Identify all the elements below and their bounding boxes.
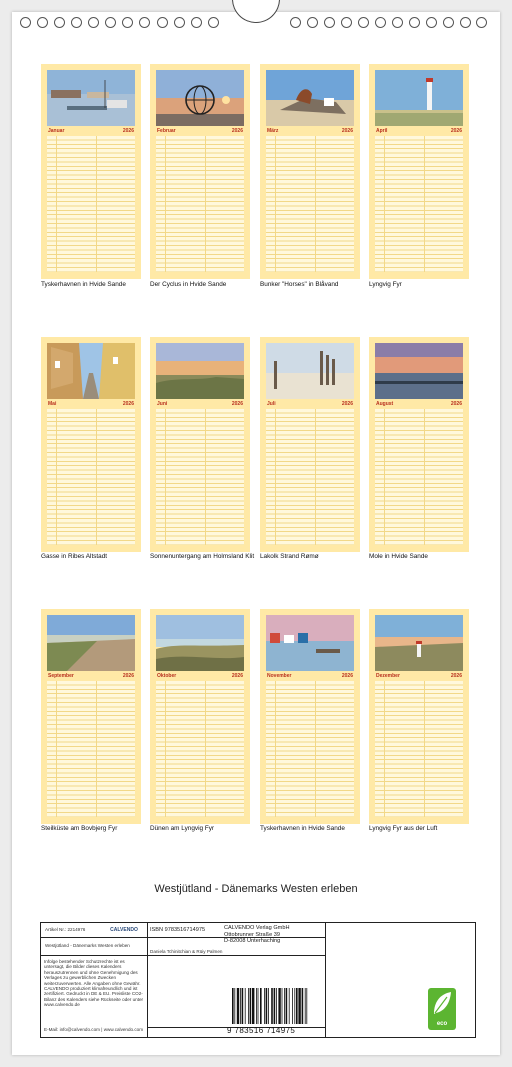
day-grid	[47, 681, 135, 817]
month-year: 2026	[341, 401, 353, 407]
month-header	[156, 400, 244, 408]
binding-hole	[191, 17, 202, 28]
barcode-bar	[289, 988, 290, 1024]
month-photo	[375, 615, 463, 671]
month-photo	[266, 343, 354, 399]
binding-hole	[426, 17, 437, 28]
month-card-juni	[150, 337, 250, 552]
month-year: 2026	[231, 401, 243, 407]
barcode-bar	[276, 988, 277, 1024]
binding-hole	[37, 17, 48, 28]
month-year: 2026	[122, 128, 134, 134]
month-year: 2026	[122, 401, 134, 407]
barcode-bar	[306, 988, 307, 1024]
month-year: 2026	[450, 128, 462, 134]
month-caption: Mole in Hvide Sande	[369, 553, 428, 560]
month-card-dezember	[369, 609, 469, 824]
eco-label: eco	[436, 1021, 448, 1027]
day-grid	[375, 136, 463, 272]
binding-hole	[208, 17, 219, 28]
binding-hole	[54, 17, 65, 28]
day-grid	[266, 136, 354, 272]
binding-hole	[358, 17, 369, 28]
binding-hole	[460, 17, 471, 28]
day-grid	[47, 136, 135, 272]
month-header	[375, 127, 463, 135]
article-number: Artikel Nr.: 2214976	[45, 927, 86, 932]
month-caption: Tyskerhavnen in Hvide Sande	[41, 281, 126, 288]
contact-email: E-Mail: info@calvendo.com | www.calvendo.com	[44, 1027, 144, 1032]
month-header	[156, 127, 244, 135]
binding-hole	[324, 17, 335, 28]
binding-hole	[476, 17, 487, 28]
month-header	[266, 400, 354, 408]
binding-hole	[20, 17, 31, 28]
barcode-bar	[266, 988, 268, 1024]
month-year: 2026	[122, 673, 134, 679]
day-grid	[156, 136, 244, 272]
binding-hole	[409, 17, 420, 28]
month-photo	[156, 70, 244, 126]
binding-hole	[157, 17, 168, 28]
month-year: 2026	[450, 673, 462, 679]
binding-hole	[307, 17, 318, 28]
month-photo	[156, 615, 244, 671]
barcode-bar	[274, 988, 276, 1024]
month-caption: Bunker "Horses" in Blåvand	[260, 281, 339, 288]
month-name: Juli	[267, 401, 276, 407]
publisher-name: CALVENDO Verlag GmbH	[224, 925, 290, 931]
barcode-bar	[286, 988, 288, 1024]
binding-hole	[290, 17, 301, 28]
month-name: September	[48, 673, 74, 679]
binding-hole	[375, 17, 386, 28]
barcode-bar	[296, 988, 298, 1024]
month-card-märz	[260, 64, 360, 279]
month-photo	[47, 343, 135, 399]
month-caption: Der Cyclus in Hvide Sande	[150, 281, 227, 288]
month-caption: Dünen am Lyngvig Fyr	[150, 825, 215, 832]
barcode-bar	[250, 988, 252, 1024]
month-card-oktober	[150, 609, 250, 824]
month-card-juli	[260, 337, 360, 552]
leaf-icon	[428, 988, 456, 1018]
month-year: 2026	[341, 673, 353, 679]
month-year: 2026	[450, 401, 462, 407]
month-year: 2026	[231, 128, 243, 134]
day-grid	[375, 409, 463, 545]
month-caption: Lakolk Strand Rømø	[260, 553, 319, 560]
day-grid	[156, 409, 244, 545]
month-card-februar	[150, 64, 250, 279]
authors: Daniela Tchinitchian & Rüiy Palmen	[150, 949, 223, 954]
month-header	[156, 672, 244, 680]
month-name: Mai	[48, 401, 57, 407]
barcode-bar	[278, 988, 280, 1024]
day-grid	[47, 409, 135, 545]
month-caption: Lyngvig Fyr aus der Luft	[369, 825, 438, 832]
day-grid	[266, 409, 354, 545]
calendar-title: Westjütland - Dänemarks Westen erleben	[154, 883, 358, 895]
barcode-bar	[252, 988, 254, 1024]
month-card-mai	[41, 337, 141, 552]
month-photo	[47, 70, 135, 126]
isbn: ISBN 9783516714975	[150, 927, 206, 933]
barcode-bar	[237, 988, 239, 1024]
month-header	[375, 672, 463, 680]
month-header	[266, 127, 354, 135]
barcode-bar	[240, 988, 241, 1024]
month-photo	[375, 70, 463, 126]
month-card-april	[369, 64, 469, 279]
barcode-bar	[298, 988, 300, 1024]
barcode-bar	[271, 988, 273, 1024]
publisher-street: Ottobrunner Straße 39	[224, 931, 280, 938]
month-header	[266, 672, 354, 680]
day-grid	[266, 681, 354, 817]
month-photo	[375, 343, 463, 399]
month-name: März	[267, 128, 279, 134]
barcode-bar	[302, 988, 304, 1024]
month-header	[375, 400, 463, 408]
month-name: Oktober	[157, 673, 177, 679]
calvendo-logo: CALVENDO	[110, 927, 138, 933]
barcode	[231, 988, 328, 1024]
binding-hole	[392, 17, 403, 28]
imprint-box	[40, 922, 476, 1038]
month-name: April	[376, 128, 388, 134]
barcode-bar	[294, 988, 295, 1024]
month-photo	[156, 343, 244, 399]
month-photo	[266, 615, 354, 671]
binding-hole	[88, 17, 99, 28]
month-card-januar	[41, 64, 141, 279]
month-year: 2026	[341, 128, 353, 134]
barcode-bar	[242, 988, 244, 1024]
month-photo	[47, 615, 135, 671]
day-grid	[375, 681, 463, 817]
month-name: Februar	[157, 128, 176, 134]
barcode-number: 9 783516 714975	[227, 1026, 296, 1035]
barcode-bar	[284, 988, 285, 1024]
eco-badge	[428, 988, 456, 1030]
barcode-bar	[260, 988, 262, 1024]
month-caption: Tyskerhavnen in Hvide Sande	[260, 825, 345, 832]
month-card-september	[41, 609, 141, 824]
month-name: Januar	[48, 128, 65, 134]
product-name: Westjütland - Dänemarks Westen erleben	[45, 943, 130, 948]
barcode-bar	[264, 988, 265, 1024]
barcode-bar	[234, 988, 235, 1024]
barcode-bar	[305, 988, 306, 1024]
barcode-bar	[282, 988, 283, 1024]
barcode-bar	[232, 988, 234, 1024]
month-caption: Lyngvig Fyr	[369, 281, 402, 288]
binding-hole	[139, 17, 150, 28]
month-photo	[266, 70, 354, 126]
binding-hole	[174, 17, 185, 28]
month-header	[47, 672, 135, 680]
month-card-august	[369, 337, 469, 552]
binding-hole	[341, 17, 352, 28]
barcode-bar	[256, 988, 257, 1024]
month-caption: Steilküste am Bovbjerg Fyr	[41, 825, 118, 832]
binding-hole	[71, 17, 82, 28]
month-name: Juni	[157, 401, 168, 407]
barcode-bar	[268, 988, 269, 1024]
month-year: 2026	[231, 673, 243, 679]
binding-hole	[443, 17, 454, 28]
publisher-city: D-82008 Unterhaching	[224, 938, 281, 944]
month-name: November	[267, 673, 292, 679]
binding-hole	[122, 17, 133, 28]
barcode-bar	[245, 988, 246, 1024]
month-caption: Sonnenuntergang am Holmsland Klit	[150, 553, 255, 560]
month-card-november	[260, 609, 360, 824]
month-name: August	[376, 401, 394, 407]
day-grid	[156, 681, 244, 817]
month-header	[47, 127, 135, 135]
month-name: Dezember	[376, 673, 400, 679]
month-caption: Gasse in Ribes Altstadt	[41, 553, 108, 560]
barcode-bar	[248, 988, 249, 1024]
month-header	[47, 400, 135, 408]
binding-hole	[105, 17, 116, 28]
barcode-bar	[258, 988, 259, 1024]
legal-text: Infolge bestehender Schutzrechte ist es untersagt, die Bilder dieses Kalenders herauszutrennen und ohne Genehmigung des Verlages zu gewerblichen Zwecken weiterzuverwerten. Alle Angaben ohne Gewähr. CALVENDO produziert klimafreundlich und ist zertifiziert. Gedruckt in DE & EU. Preisliste CO2-Bilanz des Kalenders siehe Rückseite oder unter www.calvendo.de	[44, 959, 144, 1008]
barcode-bar	[292, 988, 293, 1024]
